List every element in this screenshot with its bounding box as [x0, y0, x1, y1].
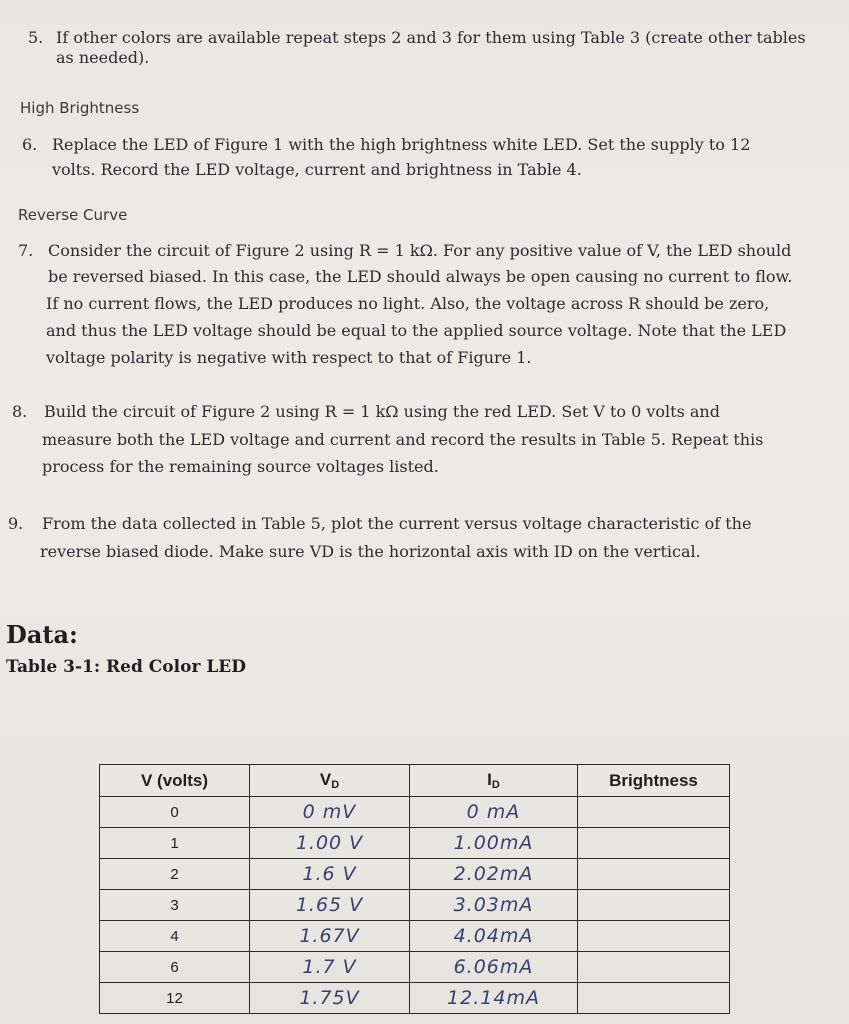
cell-vd: 0 mV [250, 797, 410, 828]
cell-brightness [578, 983, 730, 1014]
step-line: Build the circuit of Figure 2 using R = 1 kΩ using the red LED. Set V to 0 volts and [44, 402, 720, 421]
cell-brightness [578, 952, 730, 983]
step-number: 9. [8, 514, 24, 533]
step-line: From the data collected in Table 5, plot the current versus voltage characteristic of the [42, 514, 752, 533]
cell-brightness [578, 890, 730, 921]
table-row [100, 890, 730, 921]
table-row [100, 952, 730, 983]
step-line: process for the remaining source voltages listed. [42, 457, 439, 476]
section-heading-reverse-curve: Reverse Curve [18, 206, 128, 224]
header-id-label: I [487, 770, 492, 789]
cell-v: 2 [100, 859, 250, 890]
step-line: reverse biased diode. Make sure VD is the horizontal axis with ID on the vertical. [40, 542, 701, 561]
step-line: be reversed biased. In this case, the LED should always be open causing no current to flow. [48, 267, 793, 286]
cell-brightness [578, 859, 730, 890]
cell-v: 3 [100, 890, 250, 921]
table-row [100, 828, 730, 859]
cell-id: 4.04mA [410, 921, 578, 952]
cell-vd: 1.00 V [250, 828, 410, 859]
cell-id: 6.06mA [410, 952, 578, 983]
cell-v: 4 [100, 921, 250, 952]
step-number: 5. [28, 28, 44, 47]
step-number: 6. [22, 135, 38, 154]
step-line: voltage polarity is negative with respect to that of Figure 1. [46, 348, 532, 367]
header-brightness: Brightness [578, 765, 730, 797]
header-v-volts: V (volts) [100, 765, 250, 797]
table-header-row [100, 765, 730, 797]
step-number: 8. [12, 402, 28, 421]
step-line: measure both the LED voltage and current and record the results in Table 5. Repeat this [42, 430, 764, 449]
cell-id: 12.14mA [410, 983, 578, 1014]
cell-vd: 1.65 V [250, 890, 410, 921]
step-line: volts. Record the LED voltage, current and brightness in Table 4. [52, 160, 582, 179]
header-vd-subscript: D [331, 779, 340, 791]
cell-vd: 1.7 V [250, 952, 410, 983]
step-line: Consider the circuit of Figure 2 using R = 1 kΩ. For any positive value of V, the LED should [48, 241, 792, 260]
step-line: If other colors are available repeat steps 2 and 3 for them using Table 3 (create other tables [56, 28, 806, 47]
table-row [100, 859, 730, 890]
cell-v: 1 [100, 828, 250, 859]
red-led-table [99, 764, 730, 1014]
cell-id: 0 mA [410, 797, 578, 828]
step-line: If no current flows, the LED produces no light. Also, the voltage across R should be zero, [46, 294, 770, 313]
step-line: and thus the LED voltage should be equal to the applied source voltage. Note that the LED [46, 321, 787, 340]
step-number: 7. [18, 241, 34, 260]
header-id [410, 765, 578, 797]
cell-brightness [578, 828, 730, 859]
cell-v: 12 [100, 983, 250, 1014]
cell-id: 2.02mA [410, 859, 578, 890]
section-heading-high-brightness: High Brightness [20, 99, 140, 117]
header-vd-label: V [319, 770, 332, 789]
cell-vd: 1.67V [250, 921, 410, 952]
table-row [100, 983, 730, 1014]
table-row [100, 797, 730, 828]
table-title: Table 3-1: Red Color LED [6, 657, 246, 677]
cell-id: 3.03mA [410, 890, 578, 921]
cell-vd: 1.6 V [250, 859, 410, 890]
cell-v: 6 [100, 952, 250, 983]
cell-vd: 1.75V [250, 983, 410, 1014]
table-row [100, 921, 730, 952]
cell-brightness [578, 797, 730, 828]
header-id-subscript: D [491, 779, 500, 791]
cell-brightness [578, 921, 730, 952]
header-vd [250, 765, 410, 797]
cell-v: 0 [100, 797, 250, 828]
data-heading: Data: [6, 620, 78, 649]
step-line: as needed). [56, 48, 150, 67]
cell-id: 1.00mA [410, 828, 578, 859]
step-line: Replace the LED of Figure 1 with the high brightness white LED. Set the supply to 12 [52, 135, 751, 154]
